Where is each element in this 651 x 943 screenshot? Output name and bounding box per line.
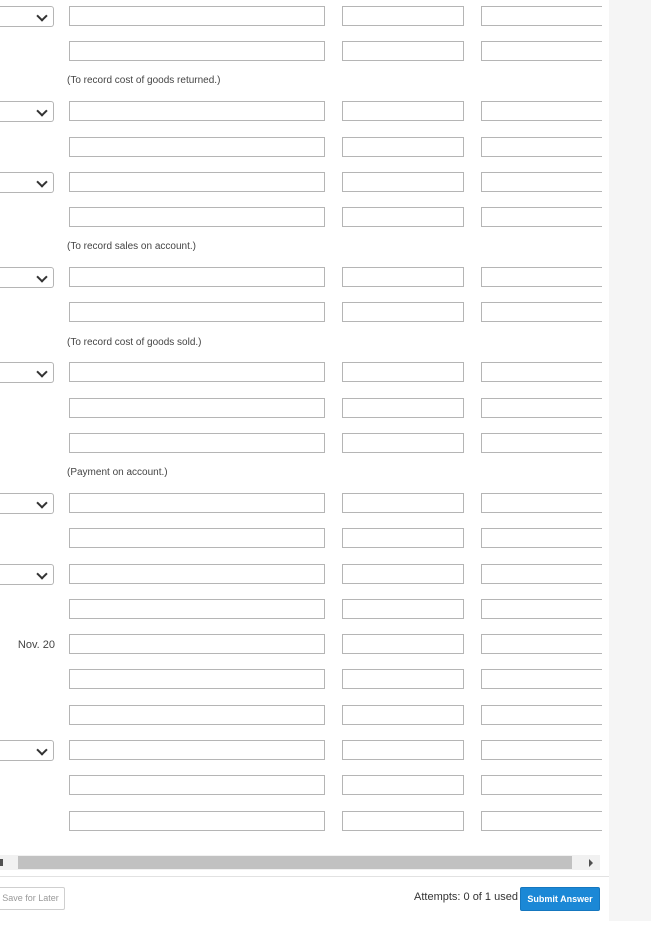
credit-input[interactable]	[481, 669, 602, 689]
date-select[interactable]	[0, 493, 54, 514]
debit-input[interactable]	[342, 137, 464, 157]
debit-input[interactable]	[342, 302, 464, 322]
date-select[interactable]	[0, 267, 54, 288]
chevron-down-icon	[36, 366, 47, 377]
entry-explanation: (To record sales on account.)	[67, 241, 196, 252]
credit-input[interactable]	[481, 528, 602, 548]
debit-input[interactable]	[342, 207, 464, 227]
credit-input[interactable]	[481, 41, 602, 61]
debit-input[interactable]	[342, 775, 464, 795]
debit-input[interactable]	[342, 669, 464, 689]
debit-input[interactable]	[342, 528, 464, 548]
debit-input[interactable]	[342, 172, 464, 192]
credit-input[interactable]	[481, 101, 602, 121]
account-title-input[interactable]	[69, 634, 325, 654]
debit-input[interactable]	[342, 6, 464, 26]
credit-input[interactable]	[481, 811, 602, 831]
chevron-down-icon	[36, 271, 47, 282]
debit-input[interactable]	[342, 564, 464, 584]
chevron-down-icon	[36, 568, 47, 579]
credit-input[interactable]	[481, 564, 602, 584]
account-title-input[interactable]	[69, 775, 325, 795]
account-title-input[interactable]	[69, 398, 325, 418]
credit-input[interactable]	[481, 362, 602, 382]
save-for-later-button[interactable]: Save for Later	[0, 887, 65, 910]
debit-input[interactable]	[342, 101, 464, 121]
credit-input[interactable]	[481, 634, 602, 654]
account-title-input[interactable]	[69, 433, 325, 453]
account-title-input[interactable]	[69, 528, 325, 548]
date-select[interactable]	[0, 740, 54, 761]
chevron-down-icon	[36, 744, 47, 755]
credit-input[interactable]	[481, 705, 602, 725]
scroll-right-icon[interactable]	[589, 859, 593, 867]
debit-input[interactable]	[342, 634, 464, 654]
credit-input[interactable]	[481, 267, 602, 287]
debit-input[interactable]	[342, 41, 464, 61]
account-title-input[interactable]	[69, 599, 325, 619]
debit-input[interactable]	[342, 433, 464, 453]
debit-input[interactable]	[342, 740, 464, 760]
submit-answer-button[interactable]: Submit Answer	[520, 887, 600, 911]
chevron-down-icon	[36, 176, 47, 187]
credit-input[interactable]	[481, 433, 602, 453]
scroll-left-icon[interactable]	[0, 859, 3, 866]
account-title-input[interactable]	[69, 302, 325, 322]
date-select[interactable]	[0, 564, 54, 585]
footer-divider	[0, 876, 609, 877]
credit-input[interactable]	[481, 493, 602, 513]
account-title-input[interactable]	[69, 6, 325, 26]
debit-input[interactable]	[342, 599, 464, 619]
credit-input[interactable]	[481, 398, 602, 418]
date-select[interactable]	[0, 6, 54, 27]
date-select[interactable]	[0, 362, 54, 383]
account-title-input[interactable]	[69, 207, 325, 227]
account-title-input[interactable]	[69, 172, 325, 192]
account-title-input[interactable]	[69, 705, 325, 725]
horizontal-scrollbar[interactable]	[0, 855, 600, 870]
debit-input[interactable]	[342, 705, 464, 725]
attempts-counter: Attempts: 0 of 1 used	[414, 891, 518, 903]
debit-input[interactable]	[342, 493, 464, 513]
account-title-input[interactable]	[69, 137, 325, 157]
account-title-input[interactable]	[69, 564, 325, 584]
debit-input[interactable]	[342, 362, 464, 382]
credit-input[interactable]	[481, 599, 602, 619]
date-select[interactable]	[0, 172, 54, 193]
debit-input[interactable]	[342, 398, 464, 418]
account-title-input[interactable]	[69, 362, 325, 382]
debit-input[interactable]	[342, 267, 464, 287]
chevron-down-icon	[36, 10, 47, 21]
credit-input[interactable]	[481, 207, 602, 227]
credit-input[interactable]	[481, 172, 602, 192]
credit-input[interactable]	[481, 740, 602, 760]
entry-explanation: (To record cost of goods returned.)	[67, 75, 221, 86]
chevron-down-icon	[36, 497, 47, 508]
date-select[interactable]	[0, 101, 54, 122]
account-title-input[interactable]	[69, 669, 325, 689]
right-gutter	[609, 0, 651, 921]
account-title-input[interactable]	[69, 740, 325, 760]
account-title-input[interactable]	[69, 267, 325, 287]
date-label: Nov. 20	[17, 639, 55, 651]
credit-input[interactable]	[481, 302, 602, 322]
chevron-down-icon	[36, 105, 47, 116]
entry-explanation: (Payment on account.)	[67, 467, 168, 478]
debit-input[interactable]	[342, 811, 464, 831]
account-title-input[interactable]	[69, 101, 325, 121]
account-title-input[interactable]	[69, 493, 325, 513]
credit-input[interactable]	[481, 775, 602, 795]
account-title-input[interactable]	[69, 811, 325, 831]
credit-input[interactable]	[481, 6, 602, 26]
scrollbar-thumb[interactable]	[18, 856, 572, 869]
credit-input[interactable]	[481, 137, 602, 157]
entry-explanation: (To record cost of goods sold.)	[67, 337, 202, 348]
account-title-input[interactable]	[69, 41, 325, 61]
